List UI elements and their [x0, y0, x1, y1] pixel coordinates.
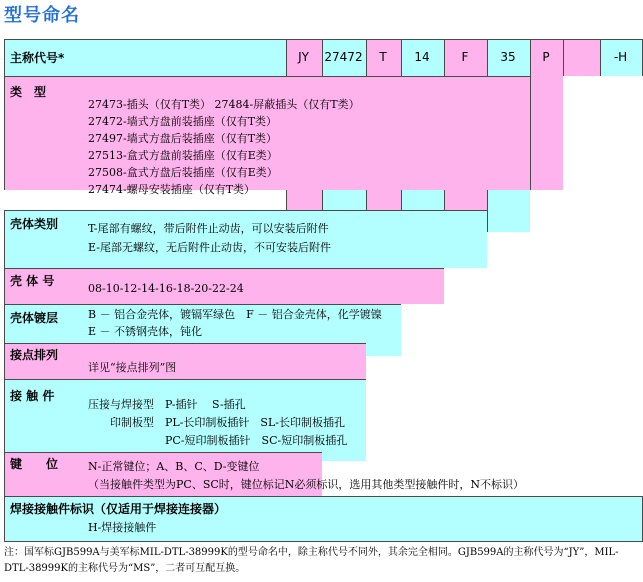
code-35: 35: [500, 50, 516, 64]
code-h: -H: [613, 50, 628, 64]
keying-line: （当接触件类型为PC、SC时，键位标记N必须标识，选用其他类型接触件时，N不标识）: [88, 478, 525, 491]
plating-line: E － 不锈钢壳体，钝化: [88, 325, 203, 338]
shell-class-line: T-尾部有螺纹，带后附件止动齿，可以安装后附件: [88, 222, 329, 235]
shell-class-label: 壳体类别: [10, 217, 59, 231]
code-27472: 27472: [324, 50, 363, 64]
contacts-label: 接 触 件: [10, 389, 55, 403]
arrangement-line: 详见“接点排列”图: [88, 361, 177, 374]
type-line: 27473-插头（仅有T类） 27484-屏蔽插头（仅有T类）: [88, 98, 360, 111]
type-line: 27497-墙式方盘后装插座（仅有T类）: [88, 132, 278, 145]
contacts-line: 印制板型 PL-长印制板插针 SL-长印制板插孔: [88, 416, 345, 429]
solder-label: 焊接接触件标识（仅适用于焊接连接器）: [10, 502, 227, 516]
plating-line: B － 铝合金壳体，镀镉军绿色 F － 铝合金壳体，化学镀镍: [88, 308, 382, 321]
type-label: 类 型: [10, 85, 47, 99]
arrangement-label: 接点排列: [10, 348, 59, 362]
code-jy: JY: [298, 50, 309, 64]
plating-label: 壳体镀层: [10, 311, 59, 325]
code-f: F: [461, 50, 469, 64]
type-line: 27508-盒式方盘后装插座（仅有E类）: [88, 166, 278, 179]
section-arrangement: [4, 343, 366, 379]
contacts-line: PC-短印制板插针 SC-短印制板插孔: [88, 434, 348, 447]
header-label: 主称代号*: [10, 51, 65, 65]
type-line: 27472-墙式方盘前装插座（仅有T类）: [88, 115, 278, 128]
shell-size-line: 08-10-12-14-16-18-20-22-24: [88, 282, 244, 295]
code-p: P: [542, 50, 550, 64]
keying-label: 键 位: [10, 457, 59, 471]
code-14: 14: [414, 50, 430, 64]
shell-class-line: E-尾部无螺纹，无后附件止动齿，不可安装后附件: [88, 241, 331, 254]
page-title: 型号命名: [4, 5, 80, 26]
solder-line: H-焊接接触件: [88, 521, 157, 534]
column-empty: [563, 39, 600, 76]
footnote: 注：国军标GJB599A与美军标MIL-DTL-38999K的型号命名中，除主称代号不同外，其余完全相同。GJB599A的主称代号为“JY”，MIL-DTL-38999K的主称代号为“MS”，二者可互配互换。: [4, 547, 619, 574]
contacts-line: 压接与焊接型 P-插针 S-插孔: [88, 398, 246, 411]
type-line: 27513-盒式方盘前装插座（仅有E类）: [88, 149, 278, 162]
code-t: T: [379, 50, 387, 64]
keying-line: N-正常键位；A、B、C、D-变键位: [88, 460, 260, 473]
type-line: 27474-螺母安装插座（仅有T类）: [88, 183, 256, 196]
shell-size-label: 壳 体 号: [10, 274, 55, 288]
